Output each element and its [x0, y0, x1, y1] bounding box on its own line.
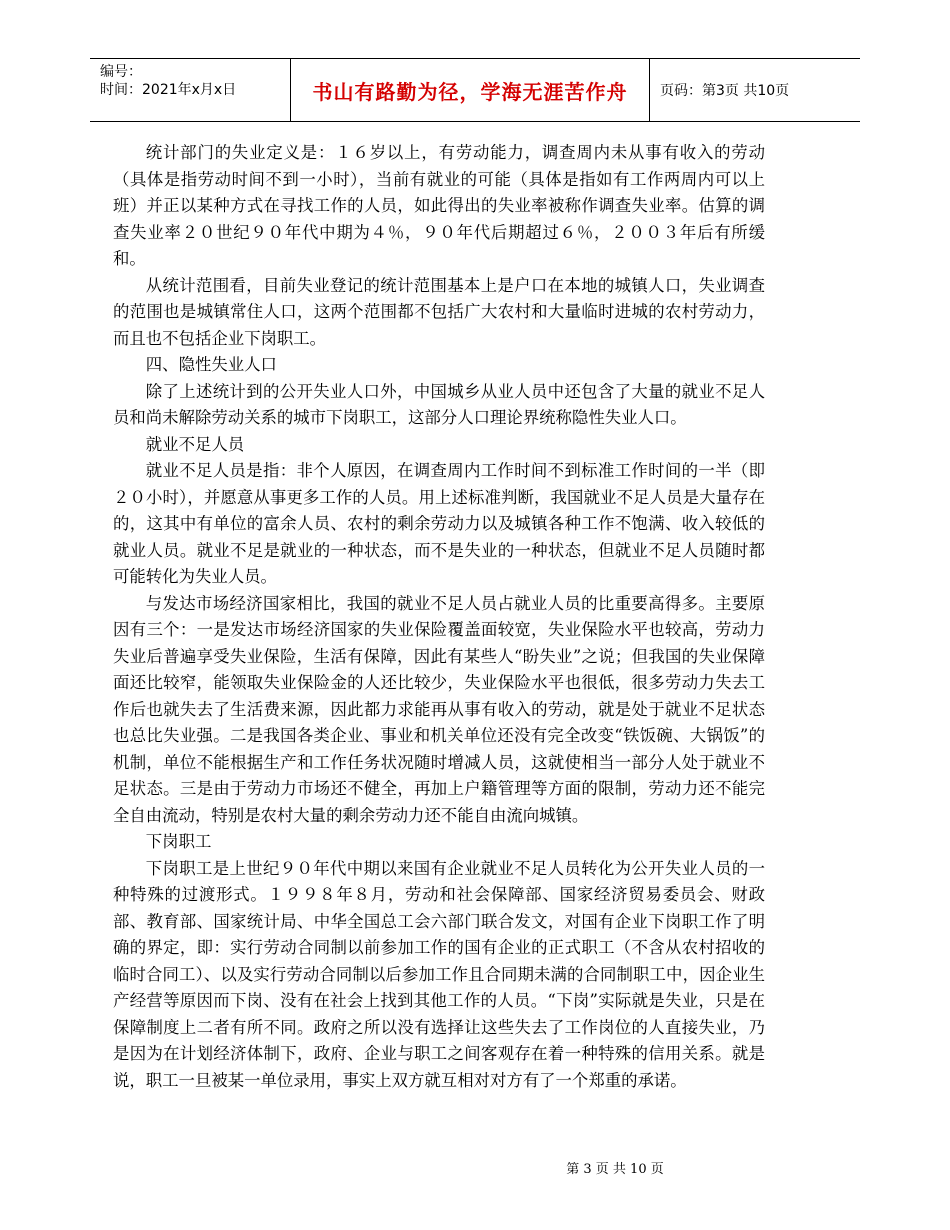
- paragraph-underemployed-reasons: 与发达市场经济国家相比，我国的就业不足人员占就业人员的比重要高得多。主要原因有三个：一是发达市场经济国家的失业保险覆盖面较宽，失业保险水平也较高，劳动力失业后普遍享受失业保险，生活有保障，因此有某些人“盼失业”之说；但我国的失业保障面还比较窄，能领取失业保险金的人还比较少，失业保险水平也很低，很多劳动力失去工作后也就失去了生活费来源，因此都力求能再从事有收入的劳动，就是处于就业不足状态也总比失业强。二是我国各类企业、事业和机关单位还没有完全改变“铁饭碗、大锅饭”的机制，单位不能根据生产和工作任务状况随时增减人员，这就使相当一部分人处于就业不足状态。三是由于劳动力市场还不健全，再加上户籍管理等方面的限制，劳动力还不能完全自由流动，特别是农村大量的剩余劳动力还不能自由流向城镇。: [113, 593, 765, 825]
- paragraph-hidden-unemployment: 除了上述统计到的公开失业人口外，中国城乡从业人员中还包含了大量的就业不足人员和尚未解除劳动关系的城市下岗职工，这部分人口理论界统称隐性失业人口。: [113, 381, 765, 427]
- document-number-label: 编号：: [100, 64, 142, 80]
- document-body: [113, 140, 765, 1094]
- paragraph-unemployment-definition: 统计部门的失业定义是：１６岁以上，有劳动能力，调查周内未从事有收入的劳动（具体是指劳动时间不到一小时），当前有就业的可能（具体是指如有工作两周内可以上班）并正以某种方式在寻找工作的人员，如此得出的失业率被称作调查失业率。估算的调查失业率２０世纪９０年代中期为４％，９０年代后期超过６％，２００３年后有所缓和。: [113, 143, 765, 268]
- paragraph-statistics-scope: 从统计范围看，目前失业登记的统计范围基本上是户口在本地的城镇人口，失业调查的范围也是城镇常住人口，这两个范围都不包括广大农村和大量临时进城的农村劳动力，而且也不包括企业下岗职工。: [113, 275, 765, 348]
- footer-page-number: 第 3 页 共 10 页: [566, 1162, 664, 1177]
- paragraph-laid-off-workers: 下岗职工是上世纪９０年代中期以来国有企业就业不足人员转化为公开失业人员的一种特殊的过渡形式。１９９８年８月，劳动和社会保障部、国家经济贸易委员会、财政部、教育部、国家统计局、中华全国总工会六部门联合发文，对国有企业下岗职工作了明确的界定，即：实行劳动合同制以前参加工作的国有企业的正式职工（不含从农村招收的临时合同工）、以及实行劳动合同制以后参加工作且合同期未满的合同制职工中，因企业生产经营等原因而下岗、没有在社会上找到其他工作的人员。“下岗”实际就是失业，只是在保障制度上二者有所不同。政府之所以没有选择让这些失去了工作岗位的人直接失业，乃是因为在计划经济体制下，政府、企业与职工之间客观存在着一种特殊的信用关系。就是说，职工一旦被某一单位录用，事实上双方就互相对对方有了一个郑重的承诺。: [113, 858, 765, 1090]
- heading-laid-off-workers: 下岗职工: [145, 832, 212, 851]
- page-footer: [0, 1158, 950, 1177]
- document-time-label: 时间：2021年x月x日: [100, 82, 237, 98]
- header-page-info: 页码：第3页 共10页: [660, 83, 790, 99]
- heading-underemployed: 就业不足人员: [145, 434, 245, 454]
- paragraph-underemployed-definition: 就业不足人员是指：非个人原因，在调查周内工作时间不到标准工作时间的一半（即２０小时），并愿意从事更多工作的人员。用上述标准判断，我国就业不足人员是大量存在的，这其中有单位的富余人员、农村的剩余劳动力以及城镇各种工作不饱满、收入较低的就业人员。就业不足是就业的一种状态，而不是失业的一种状态，但就业不足人员随时都可能转化为失业人员。: [113, 461, 765, 586]
- heading-hidden-unemployment: 四、隐性失业人口: [145, 355, 277, 374]
- page-header: [90, 58, 860, 122]
- motto-text: 书山有路勤为径，学海无涯苦作舟: [312, 79, 628, 104]
- header-motto: [290, 59, 650, 121]
- header-meta: [90, 59, 290, 121]
